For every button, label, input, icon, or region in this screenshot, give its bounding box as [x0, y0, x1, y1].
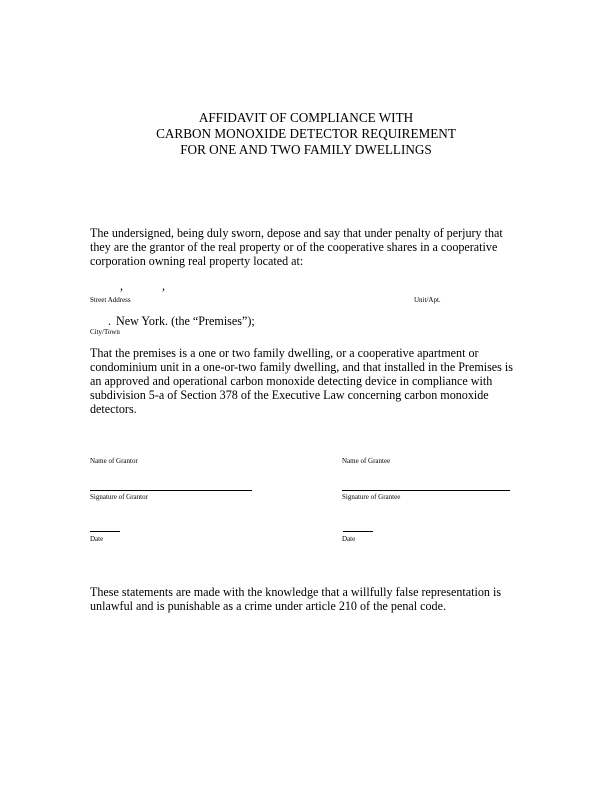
intro-paragraph [90, 226, 530, 268]
address-comma-2: , [162, 279, 166, 293]
footer-line-1: These statements are made with the knowledge that a willfully false representation is [90, 585, 502, 599]
intro-line-1: The undersigned, being duly sworn, depose and say that under penalty of perjury that [90, 226, 503, 240]
body-line-4: subdivision 5-a of Section 378 of the Executive Law concerning carbon monoxide [90, 388, 489, 402]
signature-of-grantee-label: Signature of Grantee [342, 493, 401, 501]
grantee-date-label: Date [342, 535, 356, 543]
city-town-label: City/Town [90, 328, 120, 336]
compliance-paragraph [90, 346, 530, 416]
grantor-date-line[interactable] [90, 531, 120, 532]
city-state-text: New York. (the “Premises”); [116, 314, 255, 328]
signature-of-grantor-label: Signature of Grantor [90, 493, 148, 501]
unit-apt-label: Unit/Apt. [414, 296, 441, 304]
intro-line-2: they are the grantor of the real property or of the cooperative shares in a cooperative [90, 240, 498, 254]
title-line-3: FOR ONE AND TWO FAMILY DWELLINGS [180, 142, 432, 157]
document-title [0, 110, 612, 158]
grantor-date-label: Date [90, 535, 104, 543]
footer-line-2: unlawful and is punishable as a crime under article 210 of the penal code. [90, 599, 446, 613]
body-line-2: condominium unit in a one-or-two family dwelling, and that installed in the Premises is [90, 360, 513, 374]
body-line-1: That the premises is a one or two family dwelling, or a cooperative apartment or [90, 346, 479, 360]
street-address-label: Street Address [90, 296, 131, 304]
name-of-grantee-label: Name of Grantee [342, 457, 391, 465]
grantor-signature-line[interactable] [90, 490, 252, 491]
city-dot: . [108, 314, 112, 328]
title-line-2: CARBON MONOXIDE DETECTOR REQUIREMENT [156, 126, 456, 141]
body-line-5: detectors. [90, 402, 137, 416]
penalty-statement [90, 585, 530, 613]
grantee-date-line[interactable] [343, 531, 373, 532]
title-line-1: AFFIDAVIT OF COMPLIANCE WITH [198, 110, 414, 125]
address-comma-1: , [120, 279, 124, 293]
body-line-3: an approved and operational carbon monoxide detecting device in compliance with [90, 374, 493, 388]
name-of-grantor-label: Name of Grantor [90, 457, 138, 465]
grantee-signature-line[interactable] [342, 490, 510, 491]
intro-line-3: corporation owning real property located at: [90, 254, 304, 268]
